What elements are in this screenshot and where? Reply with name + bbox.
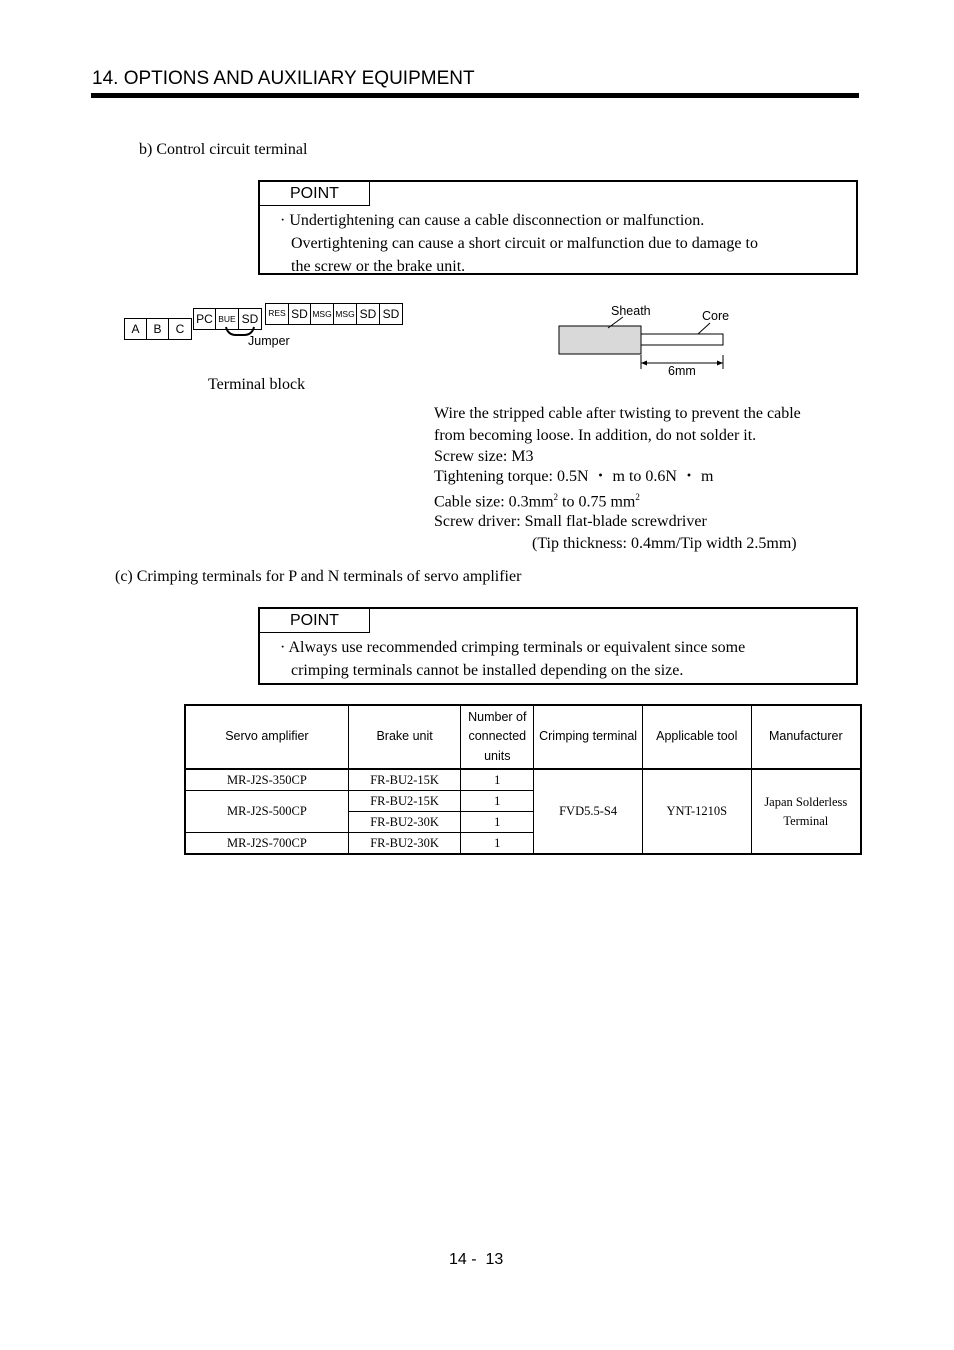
terminal-sd: SD [379, 303, 403, 325]
point-box-1 [258, 180, 858, 275]
cable-size-to: to 0.75 mm [558, 493, 636, 511]
header-line: Number of [468, 709, 527, 724]
terminal-res: RES [265, 303, 289, 325]
terminal-pc: PC [193, 308, 216, 330]
screw-driver: Screw driver: Small flat-blade screwdriver [434, 513, 707, 531]
section-c-heading: (c) Crimping terminals for P and N terminals of servo amplifier [115, 568, 522, 585]
jumper-label: Jumper [248, 334, 290, 348]
point-line: the screw or the brake unit. [291, 258, 466, 275]
cable-size-from: Cable size: 0.3mm [434, 493, 554, 511]
tightening-torque: Tightening torque: 0.5N ・ m to 0.6N ・ m [434, 468, 714, 485]
header-line: units [484, 748, 511, 763]
page-title: 14. OPTIONS AND AUXILIARY EQUIPMENT [92, 68, 475, 89]
header-brake-unit: Brake unit [348, 705, 461, 769]
crimp-cell: FVD5.5-S4 [534, 769, 643, 854]
num-cell: 1 [461, 812, 534, 833]
terminal-sd: SD [238, 308, 262, 330]
brake-cell: FR-BU2-30K [348, 833, 461, 855]
terminal-c: C [168, 318, 192, 340]
terminal-sd: SD [288, 303, 311, 325]
header-servo-amplifier: Servo amplifier [185, 705, 348, 769]
superscript: 2 [553, 492, 559, 502]
maker-cell [751, 769, 861, 854]
brake-cell: FR-BU2-15K [348, 769, 461, 791]
terminal-sd: SD [356, 303, 380, 325]
tip-size: (Tip thickness: 0.4mm/Tip width 2.5mm) [532, 535, 797, 553]
servo-cell: MR-J2S-350CP [185, 769, 348, 791]
servo-cell: MR-J2S-500CP [185, 791, 348, 833]
brake-cell: FR-BU2-30K [348, 812, 461, 833]
maker-line: Terminal [783, 813, 829, 828]
point-line: · Undertightening can cause a cable disconnection or malfunction. [280, 212, 705, 229]
strip-length-label: 6mm [668, 364, 696, 378]
superscript: 2 [635, 492, 640, 502]
header-manufacturer: Manufacturer [751, 705, 861, 769]
brake-cell: FR-BU2-15K [348, 791, 461, 812]
crimping-terminal-table [184, 704, 862, 855]
table-header-row [185, 705, 861, 769]
point-label: POINT [260, 609, 370, 633]
section-b-heading: b) Control circuit terminal [139, 141, 308, 158]
cable-size [434, 487, 801, 512]
spec-line: Wire the stripped cable after twisting to prevent the cable [434, 405, 801, 422]
spec-line: from becoming loose. In addition, do not solder it. [434, 427, 757, 444]
terminal-block-caption: Terminal block [208, 376, 306, 393]
point-label: POINT [260, 182, 370, 206]
terminal-a: A [124, 318, 147, 340]
point-text [280, 209, 844, 278]
tool-cell: YNT-1210S [642, 769, 751, 854]
header-rule [91, 93, 859, 98]
screw-size: Screw size: M3 [434, 448, 534, 465]
table-row [185, 769, 861, 791]
point-line: · Always use recommended crimping terminals or equivalent since some [280, 639, 746, 656]
sheath-label: Sheath [611, 304, 651, 318]
num-cell: 1 [461, 791, 534, 812]
terminal-msg: MSG [310, 303, 334, 325]
terminal-msg: MSG [333, 303, 357, 325]
header-applicable-tool: Applicable tool [642, 705, 751, 769]
header-number-of-units [461, 705, 534, 769]
header-crimping-terminal: Crimping terminal [534, 705, 643, 769]
point-text [280, 636, 844, 682]
num-cell: 1 [461, 833, 534, 855]
servo-cell: MR-J2S-700CP [185, 833, 348, 855]
wiring-spec [434, 404, 801, 554]
point-line: crimping terminals cannot be installed depending on the size. [291, 662, 684, 679]
page-number: 14 - 13 [449, 1251, 504, 1268]
cable-drawing [555, 315, 735, 375]
header-line: connected [468, 729, 527, 744]
terminal-bue: BUE [215, 308, 239, 330]
point-line: Overtightening can cause a short circuit or malfunction due to damage to [291, 235, 758, 252]
terminal-b: B [146, 318, 169, 340]
maker-line: Japan Solderless [764, 794, 848, 809]
num-cell: 1 [461, 769, 534, 791]
core-label: Core [702, 309, 730, 323]
point-box-2 [258, 607, 858, 685]
